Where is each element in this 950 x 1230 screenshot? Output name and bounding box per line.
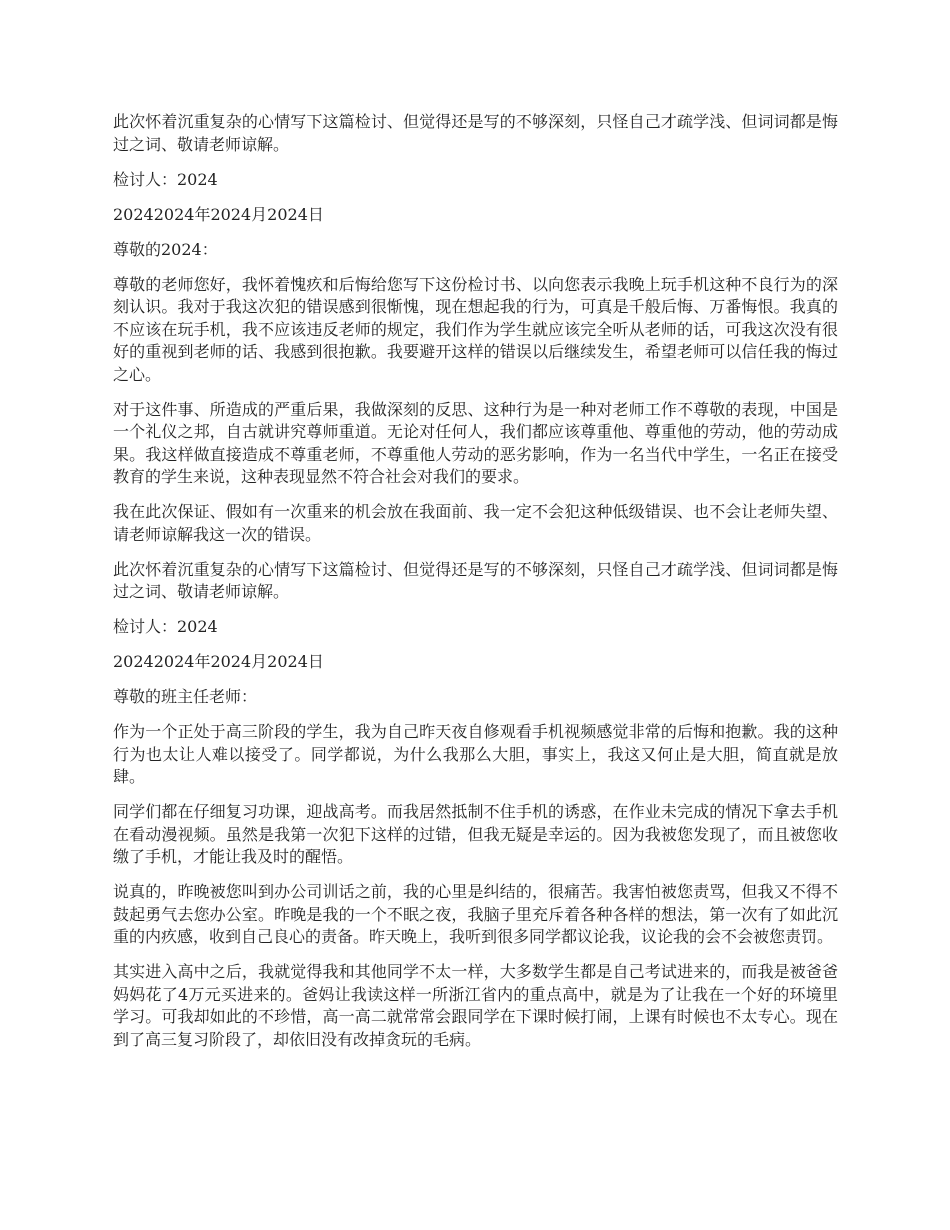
salutation: 尊敬的2024： (113, 239, 218, 259)
paragraph-closing: 此次怀着沉重复杂的心情写下这篇检讨、但觉得还是写的不够深刻，只怪自己才疏学浅、但词词都是悔过之词、敬请老师谅解。 (113, 559, 838, 601)
paragraph: 我在此次保证、假如有一次重来的机会放在我面前、我一定不会犯这种低级错误、也不会让老师失望、请老师谅解我这一次的错误。 (113, 502, 838, 544)
signature-line: 检讨人：2024 (113, 169, 218, 189)
signature-line: 检讨人：2024 (113, 617, 218, 636)
date-line: 20242024年2024月2024日 (113, 652, 324, 671)
paragraph-intro-closing: 此次怀着沉重复杂的心情写下这篇检讨、但觉得还是写的不够深刻，只怪自己才疏学浅、但词词都是悔过之词、敬请老师谅解。 (113, 112, 838, 154)
date-line: 20242024年2024月2024日 (113, 204, 324, 224)
salutation: 尊敬的班主任老师： (113, 687, 258, 706)
paragraph: 作为一个正处于高三阶段的学生，我为自己昨天夜自修观看手机视频感觉非常的后悔和抱歉。我的这种行为也太让人难以接受了。同学都说，为什么我那么大胆，事实上，我这又何止是大胆，简直就是放肆。 (113, 722, 838, 786)
document-body (113, 111, 838, 1064)
paragraph: 其实进入高中之后，我就觉得我和其他同学不太一样，大多数学生都是自己考试进来的，而我是被爸爸妈妈花了4万元买进来的。爸妈让我读这样一所浙江省内的重点高中，就是为了让我在一个好的环境里学习。可我却如此的不珍惜，高一高二就常常会跟同学在下课时候打闹，上课有时候也不太专心。现在到了高三复习阶段了，却依旧没有改掉贪玩的毛病。 (113, 962, 838, 1049)
paragraph: 尊敬的老师您好，我怀着愧疚和后悔给您写下这份检讨书、以向您表示我晚上玩手机这种不良行为的深刻认识。我对于我这次犯的错误感到很惭愧，现在想起我的行为，可真是千般后悔、万番悔恨。我真的不应该在玩手机，我不应该违反老师的规定，我们作为学生就应该完全听从老师的话，可我这次没有很好的重视到老师的话、我感到很抱歉。我要避开这样的错误以后继续发生，希望老师可以信任我的悔过之心。 (113, 274, 838, 384)
paragraph: 同学们都在仔细复习功课，迎战高考。而我居然抵制不住手机的诱惑，在作业未完成的情况下拿去手机在看动漫视频。虽然是我第一次犯下这样的过错，但我无疑是幸运的。因为我被您发现了，而且被您收缴了手机，才能让我及时的醒悟。 (113, 802, 838, 866)
paragraph: 对于这件事、所造成的严重后果，我做深刻的反思、这种行为是一种对老师工作不尊敬的表现，中国是一个礼仪之邦，自古就讲究尊师重道。无论对任何人，我们都应该尊重他、尊重他的劳动，他的劳动成果。我这样做直接造成不尊重老师，不尊重他人劳动的恶劣影响，作为一名当代中学生，一名正在接受教育的学生来说，这种表现显然不符合社会对我们的要求。 (113, 399, 838, 486)
paragraph: 说真的，昨晚被您叫到办公司训话之前，我的心里是纠结的，很痛苦。我害怕被您责骂，但我又不得不鼓起勇气去您办公室。昨晚是我的一个不眠之夜，我脑子里充斥着各种各样的想法，第一次有了如此沉重的内疚感，收到自己良心的责备。昨天晚上，我听到很多同学都议论我，议论我的会不会被您责罚。 (113, 882, 838, 946)
